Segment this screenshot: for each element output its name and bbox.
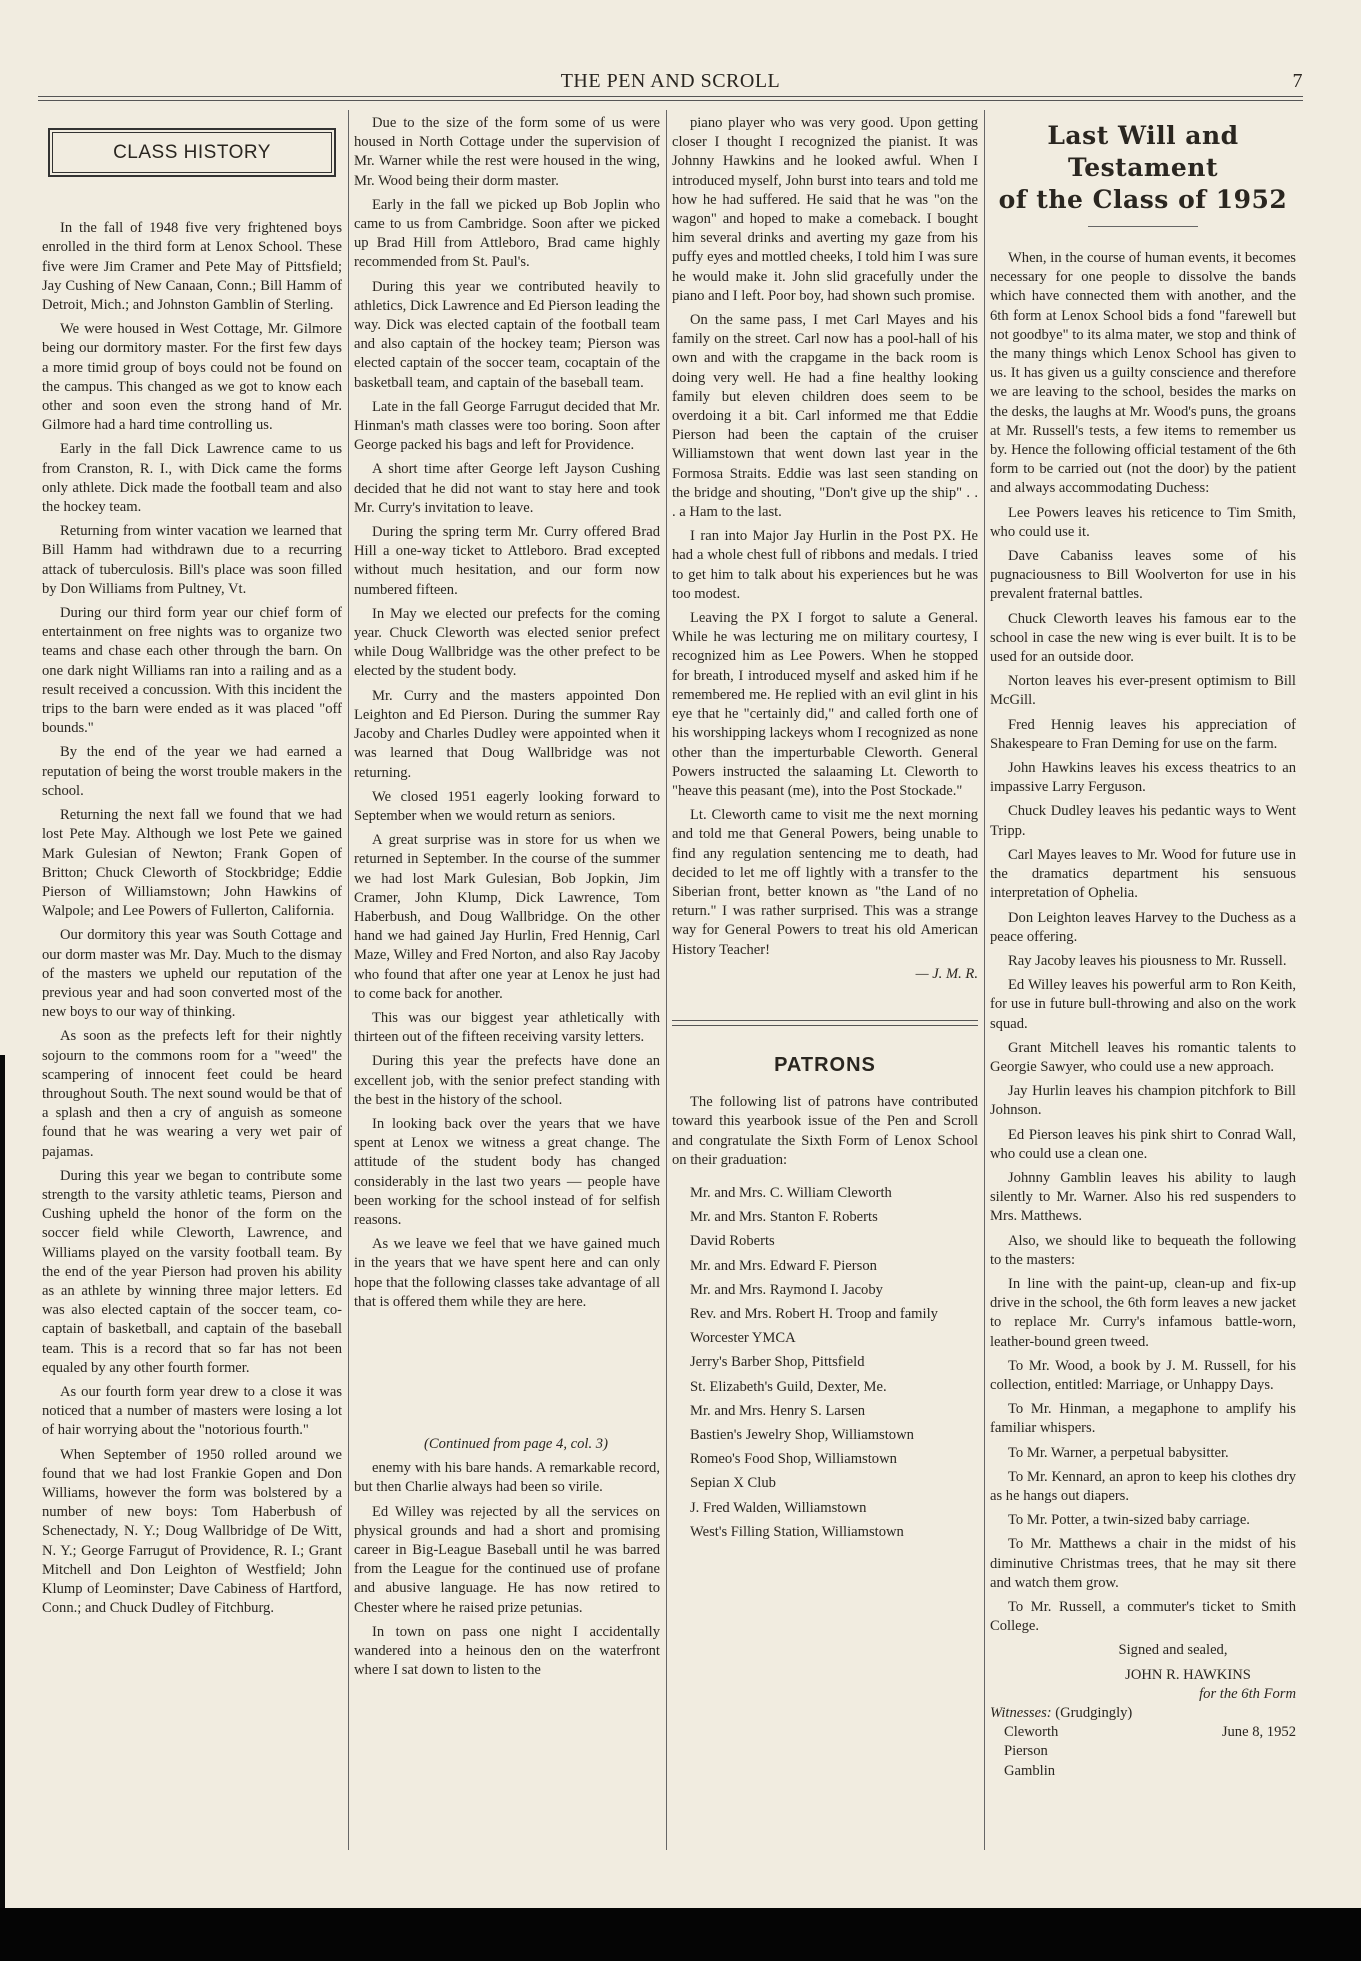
paragraph: To Mr. Wood, a book by J. M. Russell, for his collection, entitled: Marriage, or Unhappy Days. (990, 1357, 1296, 1393)
paragraph: A great surprise was in store for us when we returned in September. In the course of the summer we had lost Mark Gulesian, Bob Jopkin, Jim Cramer, John Klump, Dick Lawrence, Tom Haberbush, and Doug Wallbridge. On the other hand we had gained Jay Hurlin, Fred Hennig, Carl Maze, Willey and Fred Norton, and also Ray Jacoby who found that after one year at Lenox he just had to come back for another. (354, 832, 660, 1002)
forecast-column (672, 114, 978, 1547)
patron-entry: David Roberts (690, 1233, 775, 1250)
patron-entry: Sepian X Club (690, 1475, 776, 1492)
last-will-heading-line1: Last Will and Testament (1047, 121, 1239, 182)
paragraph: Ed Willey was rejected by all the services on physical grounds and had a short and promising career in Big-League Baseball until he was barred from the League for the continued use of profane and abusive language. He has now retired to Chester where he raised prize petunias. (354, 1503, 660, 1616)
paragraph: To Mr. Kennard, an apron to keep his clothes dry as he hangs out diapers. (990, 1468, 1296, 1504)
signing-date: June 8, 1952 (1221, 1724, 1296, 1741)
witnesses-line (990, 1704, 1296, 1723)
signed-and-sealed: Signed and sealed, (1118, 1642, 1228, 1659)
paragraph: To Mr. Russell, a commuter's ticket to Smith College. (990, 1599, 1296, 1635)
patrons-list (672, 1184, 978, 1542)
paragraph: Returning the next fall we found that we had lost Pete May. Although we lost Pete we gained Mark Gulesian of Newton; Frank Gopen of Britton; Chuck Cleworth of Stockbridge; Eddie Pierson of Williamstown; John Hawkins of Walpole; and Lee Powers of Fullerton, California. (42, 807, 342, 920)
patron-entry: Worcester YMCA (690, 1330, 796, 1347)
section-divider (672, 1020, 978, 1021)
patron-entry: J. Fred Walden, Williamstown (690, 1499, 867, 1516)
paragraph: This was our biggest year athletically with thirteen out of the fifteen receiving varsity letters. (354, 1009, 660, 1046)
paragraph: Also, we should like to bequeath the following to the masters: (990, 1232, 1296, 1268)
witnesses-label: Witnesses: (990, 1705, 1052, 1722)
paragraph: Ed Willey leaves his powerful arm to Ron Keith, for use in future bull-throwing and also on the work squad. (990, 977, 1296, 1032)
page-header (38, 68, 1303, 98)
paragraph: Due to the size of the form some of us were housed in North Cottage under the supervision of Mr. Warner while the rest were housed in the wing, Mr. Wood being their dorm master. (354, 115, 660, 189)
last-will-heading-line2: of the Class of 1952 (998, 185, 1288, 214)
paragraph: During our third form year our chief form of entertainment on free nights was to organize two teams and chase each other through the barn. On one dark night Williams ran into a railing and as a result received a concussion. With this incident the trips to the barn were ended as it was placed "off bounds." (42, 605, 342, 737)
paragraph: Lee Powers leaves his reticence to Tim Smith, who could use it. (990, 504, 1296, 540)
continued-label: (Continued from page 4, col. 3) (424, 1435, 608, 1452)
publication-title: THE PEN AND SCROLL (560, 70, 781, 92)
patrons-intro: The following list of patrons have contributed toward this yearbook issue of the Pen and Scroll and congratulate the Sixth Form of Lenox School on their graduation: (672, 1094, 978, 1168)
header-rule-second (38, 100, 1303, 101)
paragraph: In the fall of 1948 five very frightened boys enrolled in the third form at Lenox School. These five were Jim Cramer and Pete May of Pittsfield; Jay Cushing of New Canaan, Conn.; Bill Hamm of Detroit, Mich.; and Johnston Gamblin of Sterling. (42, 220, 342, 314)
column-divider (348, 110, 349, 1850)
paragraph: Norton leaves his ever-present optimism to Bill McGill. (990, 673, 1296, 709)
witnesses-note: (Grudgingly) (1055, 1705, 1133, 1722)
witness-name: Cleworth (1004, 1724, 1059, 1741)
paragraph: During this year we began to contribute some strength to the varsity athletic teams, Pierson and Cushing upheld the honor of the form on the soccer field while Cleworth, Lawrence, and Williams played on the varsity football team. By the end of the year Pierson had proven his ability as an athlete by winning three major letters. Ed was also elected captain of the soccer team, co-captain of basketball, and captain of the baseball team. This is a record that so far has not been equaled by any other fourth former. (42, 1167, 342, 1376)
paragraph: In May we elected our prefects for the coming year. Chuck Cleworth was elected senior prefect while Doug Wallbridge was the other prefect to be elected by the student body. (354, 605, 660, 680)
paragraph: When, in the course of human events, it becomes necessary for one people to dissolve the bands which have connected them with another, and the 6th form at Lenox School bids a fond "farewell but not goodbye" to its alma mater, we stop and think of the many things which Lenox School has given to us. It has given us a guilty conscience and therefore we are leaving to the school, besides the marks on the desks, the laughs at Mr. Wood's puns, the groans at Mr. Russell's tests, a few items to remember us by. Hence the following official testament of the 6th form to be carried out (not the door) by the patient and always accommodating Duchess: (990, 250, 1296, 497)
class-history-heading: CLASS HISTORY (52, 132, 332, 173)
witness-name: Gamblin (1004, 1762, 1056, 1779)
witnesses-block (990, 1723, 1296, 1781)
paragraph: When September of 1950 rolled around we found that we had lost Frankie Gopen and Don Williams, however the form was bolstered by a number of new boys: Tom Haberbush of Schenectady, N. Y.; Doug Wallbridge of De Witt, N. Y.; George Farrugut of Providence, R. I.; Grant Mitchell and Don Leighton of Westfield; John Klump of Leominster; Dave Cabiness of Hartford, Conn.; and Chuck Dudley of Fitchburg. (42, 1446, 342, 1617)
heading-rule (1088, 226, 1198, 227)
paragraph: Leaving the PX I forgot to salute a General. While he was lecturing me on military courtesy, I recognized him as Lee Powers. When he stopped for breath, I introduced myself and asked him if he remembered me. He replied with an evil glint in his eye that he "certainly did," and called forth one of his worshipping lackeys whom I recognized as none other than the imperturbable Cleworth. General Powers instructed the salaaming Lt. Cleworth to "heave this peasant (me), into the Post Stockade." (672, 610, 978, 799)
patron-entry: St. Elizabeth's Guild, Dexter, Me. (690, 1378, 887, 1395)
patron-entry: Mr. and Mrs. Henry S. Larsen (690, 1402, 866, 1419)
last-will-body (990, 249, 1296, 1636)
paragraph: On the same pass, I met Carl Mayes and his family on the street. Carl now has a pool-hall of his own and with the crapgame in the back room is doing very well. He had a fine healthy looking family but eleven children does seem to be overdoing it a bit. Carl informed me that Eddie Pierson had been the captain of the cruiser Williamstown that went down last year in the Formosa Straits. Eddie was last seen standing on the bridge and shouting, "Don't give up the ship" . . . a Ham to the last. (672, 312, 978, 521)
paragraph: A short time after George left Jayson Cushing decided that he did not want to stay here and took Mr. Curry's invitation to leave. (354, 461, 660, 516)
patron-entry: Jerry's Barber Shop, Pittsfield (690, 1354, 865, 1371)
column-divider (984, 110, 985, 1850)
paragraph: I ran into Major Jay Hurlin in the Post PX. He had a whole chest full of ribbons and medals. I tried to get him to talk about his experiences but he was too modest. (672, 528, 978, 602)
paragraph: As we leave we feel that we have gained much in the years that we have spent here and can only hope that the following classes take advantage of all that is offered them while they are here. (354, 1236, 660, 1310)
paragraph: Early in the fall we picked up Bob Joplin who came to us from Cambridge. Soon after we picked up Brad Hill from Attleboro, Brad came highly recommended from St. Paul's. (354, 196, 660, 271)
scan-edge-shadow (0, 1055, 5, 1908)
paragraph: By the end of the year we had earned a reputation of being the worst trouble makers in the school. (42, 744, 342, 799)
class-history-column (42, 114, 342, 1623)
paragraph: John Hawkins leaves his excess theatrics to an impassive Larry Ferguson. (990, 760, 1296, 796)
column2-body (354, 114, 660, 1312)
patron-entry: Mr. and Mrs. C. William Cleworth (690, 1184, 892, 1201)
paragraph: We closed 1951 eagerly looking forward to September when we would return as seniors. (354, 788, 660, 824)
continued-body (354, 1459, 660, 1680)
paragraph: Johnny Gamblin leaves his ability to laugh silently to Mr. Warner. Also his red suspenders to Mrs. Matthews. (990, 1169, 1296, 1225)
paragraph: During the spring term Mr. Curry offered Brad Hill a one-way ticket to Attleboro. Brad excepted without much hesitation, and our form now numbered fifteen. (354, 524, 660, 598)
patrons-heading: PATRONS (774, 1053, 876, 1076)
patron-entry: Romeo's Food Shop, Williamstown (690, 1451, 897, 1468)
patron-entry: Mr. and Mrs. Edward F. Pierson (690, 1257, 877, 1274)
paragraph: enemy with his bare hands. A remarkable record, but then Charlie always had been so virile. (354, 1460, 660, 1496)
paragraph: Late in the fall George Farrugut decided that Mr. Hinman's math classes were too boring. Soon after George packed his bags and left for Providence. (354, 398, 660, 454)
page-number: 7 (1292, 70, 1303, 92)
paragraph: Early in the fall Dick Lawrence came to us from Cranston, R. I., with Dick came the forms only athlete. Dick made the football team and also the hockey team. (42, 441, 342, 516)
paragraph: To Mr. Warner, a perpetual babysitter. (1008, 1444, 1229, 1461)
last-will-column (990, 114, 1296, 1781)
paragraph: During this year the prefects have done an excellent job, with the senior prefect standing with the best in the history of the school. (354, 1053, 660, 1108)
paragraph: Chuck Dudley leaves his pedantic ways to Went Tripp. (990, 803, 1296, 839)
scan-bottom-border (0, 1908, 1361, 1961)
paragraph: Chuck Cleworth leaves his famous ear to the school in case the new wing is ever built. It is to be used for an outside door. (990, 610, 1296, 666)
header-rule (38, 96, 1303, 97)
paragraph: To Mr. Hinman, a megaphone to amplify his familiar whispers. (990, 1401, 1296, 1437)
paragraph: In line with the paint-up, clean-up and fix-up drive in the school, the 6th form leaves a new jacket to replace Mr. Curry's infamous battle-worn, leather-bound green tweed. (990, 1275, 1296, 1350)
paragraph: Carl Mayes leaves to Mr. Wood for future use in the dramatics department his sensuous interpretation of Ophelia. (990, 846, 1296, 902)
paragraph: Fred Hennig leaves his appreciation of Shakespeare to Fran Deming for use on the farm. (990, 716, 1296, 752)
last-will-heading (990, 120, 1296, 216)
paragraph: In town on pass one night I accidentally wandered into a heinous den on the waterfront where I sat down to listen to the (354, 1623, 660, 1679)
paragraph: Lt. Cleworth came to visit me the next morning and told me that General Powers, being unable to find any regulation sentencing me to death, had decided to let me off lightly with a transfer to the Siberian front, better known as "the Land of no return." I was rather surprised. This was a strange way for General Powers to treat his old American History Teacher! (672, 807, 978, 958)
paragraph: Grant Mitchell leaves his romantic talents to Georgie Sawyer, who could use a new approach. (990, 1039, 1296, 1075)
signer-role: for the 6th Form (1199, 1685, 1296, 1702)
paragraph: Ray Jacoby leaves his piousness to Mr. Russell. (1008, 952, 1287, 969)
paragraph: In looking back over the years that we have spent at Lenox we witness a great change. The attitude of the student body has changed considerably in the last two years — people have been working for the school instead of for selfish reasons. (354, 1115, 660, 1228)
article-signature: — J. M. R. (915, 965, 978, 982)
paragraph: Dave Cabaniss leaves some of his pugnaciousness to Bill Woolverton for use in his prevalent fraternal battles. (990, 548, 1296, 603)
paragraph: During this year we contributed heavily to athletics, Dick Lawrence and Ed Pierson leading the way. Dick was elected captain of the football team and also captain of the hockey team; Pierson was elected captain of the soccer team, cocaptain of the basketball team, and captain of the baseball team. (354, 278, 660, 391)
class-history-heading-box (48, 128, 336, 177)
paragraph: To Mr. Potter, a twin-sized baby carriage. (1008, 1512, 1250, 1529)
paragraph: Our dormitory this year was South Cottage and our dorm master was Mr. Day. Much to the dismay of the masters we upheld our reputation of the previous year and had soon converted most of the new boys to our way of thinking. (42, 927, 342, 1021)
paragraph: We were housed in West Cottage, Mr. Gilmore being our dormitory master. For the first few days a more timid group of boys could not be found on the campus. This changed as we got to know each other and soon even the strong hand of Mr. Gilmore had a hard time controlling us. (42, 321, 342, 434)
column3-body (672, 114, 978, 960)
signer-name: JOHN R. HAWKINS (1125, 1666, 1251, 1683)
patron-entry: Mr. and Mrs. Raymond I. Jacoby (690, 1281, 883, 1298)
paragraph: As soon as the prefects left for their nightly sojourn to the commons room for a "weed" the scampering of innocent feet could be heard throughout South. The next sound would be that of a splash and then a cry of anguish as someone found that he was wearing a very wet pair of pajamas. (42, 1028, 342, 1160)
class-history-continued-column (354, 114, 660, 1685)
section-divider-second (672, 1025, 978, 1026)
patron-entry: Bastien's Jewelry Shop, Williamstown (690, 1426, 914, 1443)
patron-entry: West's Filling Station, Williamstown (690, 1523, 904, 1540)
paragraph: To Mr. Matthews a chair in the midst of his diminutive Christmas trees, that he may sit there and watch them grow. (990, 1536, 1296, 1591)
paragraph: Don Leighton leaves Harvey to the Duchess as a peace offering. (990, 909, 1296, 945)
paragraph: Ed Pierson leaves his pink shirt to Conrad Wall, who could use a clean one. (990, 1126, 1296, 1162)
paragraph: piano player who was very good. Upon getting closer I thought I recognized the pianist. It was Johnny Hawkins and he looked awful. When I introduced myself, John burst into tears and told me how he had suffered. He said that he was "on the wagon" and hoped to make a comeback. I bought him several drinks and averting my gaze from his puffy eyes and mottled cheeks, I told him I was sure he would make it. John slid gracefully under the piano and I left. Poor boy, had shown such promise. (672, 115, 978, 304)
paragraph: As our fourth form year drew to a close it was noticed that a number of masters were losing a lot of hair worrying about the "notorious fourth." (42, 1383, 342, 1439)
patron-entry: Mr. and Mrs. Stanton F. Roberts (690, 1209, 878, 1226)
column-divider (666, 110, 667, 1850)
paragraph: Returning from winter vacation we learned that Bill Hamm had withdrawn due to a recurring attack of tuberculosis. Bill's place was soon filled by Don Williams from Pultney, Vt. (42, 523, 342, 597)
paragraph: Mr. Curry and the masters appointed Don Leighton and Ed Pierson. During the summer Ray Jacoby and Charles Dudley were appointed when it was learned that Doug Wallbridge was not returning. (354, 687, 660, 781)
paragraph: Jay Hurlin leaves his champion pitchfork to Bill Johnson. (990, 1083, 1296, 1119)
class-history-body (42, 219, 342, 1618)
witness-name: Pierson (1004, 1743, 1048, 1760)
patron-entry: Rev. and Mrs. Robert H. Troop and family (690, 1305, 938, 1322)
